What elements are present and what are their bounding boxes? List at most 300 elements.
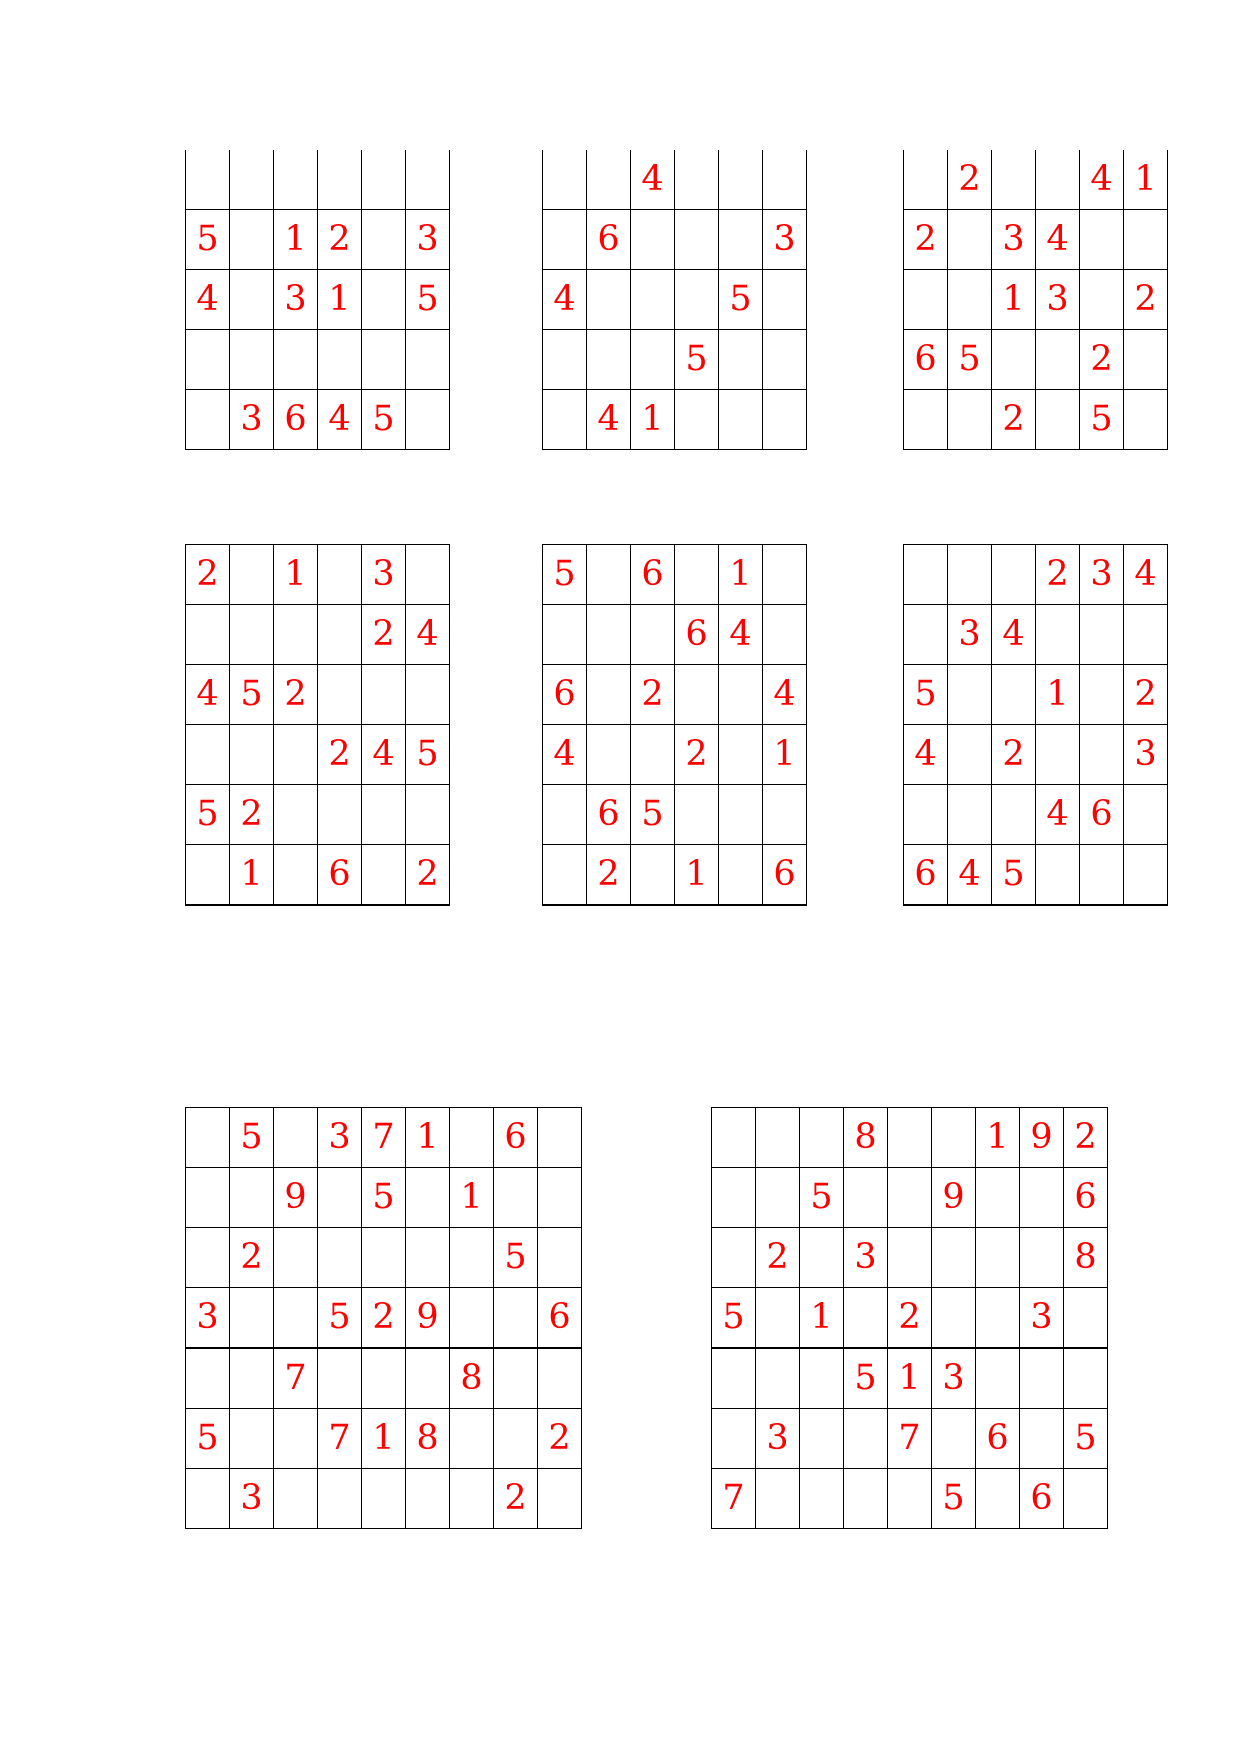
grid-cell[interactable] [844, 1469, 888, 1529]
grid-cell[interactable] [406, 330, 450, 390]
grid-cell[interactable]: 1 [719, 545, 763, 605]
grid-cell[interactable] [543, 785, 587, 845]
grid-cell[interactable] [318, 605, 362, 665]
grid-cell[interactable]: 7 [712, 1469, 756, 1529]
grid-cell[interactable] [186, 150, 230, 210]
grid-cell[interactable]: 2 [1036, 545, 1080, 605]
grid-cell[interactable]: 5 [318, 1288, 362, 1349]
grid-cell[interactable]: 5 [631, 785, 675, 845]
grid-cell[interactable] [904, 545, 948, 605]
grid-cell[interactable] [450, 1409, 494, 1469]
grid-cell[interactable]: 5 [230, 665, 274, 725]
grid-cell[interactable] [543, 605, 587, 665]
grid-cell[interactable]: 6 [1080, 785, 1124, 845]
grid-cell[interactable] [543, 330, 587, 390]
grid-cell[interactable] [274, 1228, 318, 1288]
grid-cell[interactable]: 5 [406, 725, 450, 785]
grid-cell[interactable]: 5 [362, 1168, 406, 1228]
grid-cell[interactable] [844, 1288, 888, 1349]
grid-cell[interactable] [1080, 210, 1124, 270]
grid-cell[interactable]: 4 [186, 665, 230, 725]
grid-cell[interactable] [450, 1469, 494, 1529]
grid-cell[interactable] [712, 1348, 756, 1409]
grid-cell[interactable] [1036, 330, 1080, 390]
grid-cell[interactable] [976, 1348, 1020, 1409]
grid-cell[interactable] [675, 785, 719, 845]
grid-cell[interactable]: 8 [1064, 1228, 1108, 1288]
grid-cell[interactable] [406, 150, 450, 210]
grid-cell[interactable]: 5 [992, 845, 1036, 906]
grid-cell[interactable] [675, 150, 719, 210]
grid-cell[interactable] [186, 605, 230, 665]
grid-cell[interactable] [719, 210, 763, 270]
grid-cell[interactable] [230, 150, 274, 210]
grid-cell[interactable] [186, 1348, 230, 1409]
grid-cell[interactable]: 6 [763, 845, 807, 906]
grid-cell[interactable]: 1 [976, 1108, 1020, 1168]
grid-cell[interactable]: 1 [362, 1409, 406, 1469]
grid-cell[interactable]: 3 [1124, 725, 1168, 785]
grid-cell[interactable]: 6 [274, 390, 318, 450]
grid-cell[interactable]: 4 [1036, 785, 1080, 845]
grid-cell[interactable] [1036, 605, 1080, 665]
grid-cell[interactable]: 2 [230, 785, 274, 845]
grid-cell[interactable] [992, 785, 1036, 845]
grid-cell[interactable]: 2 [904, 210, 948, 270]
grid-cell[interactable]: 3 [1020, 1288, 1064, 1349]
grid-cell[interactable] [318, 545, 362, 605]
grid-cell[interactable] [800, 1409, 844, 1469]
grid-cell[interactable]: 2 [230, 1228, 274, 1288]
grid-cell[interactable]: 6 [904, 845, 948, 906]
grid-cell[interactable] [1080, 845, 1124, 906]
grid-cell[interactable]: 5 [543, 545, 587, 605]
grid-cell[interactable] [992, 150, 1036, 210]
grid-cell[interactable]: 5 [1064, 1409, 1108, 1469]
grid-cell[interactable]: 2 [675, 725, 719, 785]
grid-cell[interactable] [362, 1228, 406, 1288]
grid-cell[interactable] [230, 330, 274, 390]
grid-cell[interactable]: 7 [274, 1348, 318, 1409]
grid-cell[interactable] [1080, 665, 1124, 725]
grid-cell[interactable]: 1 [888, 1348, 932, 1409]
grid-cell[interactable] [494, 1288, 538, 1349]
grid-cell[interactable]: 6 [904, 330, 948, 390]
grid-cell[interactable] [932, 1409, 976, 1469]
grid-cell[interactable] [186, 1168, 230, 1228]
grid-cell[interactable] [587, 270, 631, 330]
grid-cell[interactable]: 2 [318, 210, 362, 270]
grid-cell[interactable]: 4 [719, 605, 763, 665]
grid-cell[interactable]: 4 [763, 665, 807, 725]
grid-cell[interactable] [1020, 1348, 1064, 1409]
grid-cell[interactable]: 2 [362, 605, 406, 665]
grid-cell[interactable]: 4 [631, 150, 675, 210]
grid-cell[interactable]: 3 [763, 210, 807, 270]
grid-cell[interactable] [450, 1228, 494, 1288]
grid-cell[interactable] [1124, 785, 1168, 845]
grid-cell[interactable] [948, 785, 992, 845]
grid-cell[interactable]: 6 [543, 665, 587, 725]
grid-cell[interactable]: 4 [1080, 150, 1124, 210]
grid-cell[interactable] [318, 785, 362, 845]
grid-cell[interactable] [318, 1228, 362, 1288]
grid-cell[interactable] [230, 1409, 274, 1469]
grid-cell[interactable] [230, 210, 274, 270]
grid-cell[interactable]: 7 [318, 1409, 362, 1469]
grid-cell[interactable]: 6 [587, 210, 631, 270]
grid-cell[interactable] [1064, 1469, 1108, 1529]
grid-cell[interactable] [904, 150, 948, 210]
grid-cell[interactable] [230, 1168, 274, 1228]
grid-cell[interactable] [992, 665, 1036, 725]
grid-cell[interactable]: 4 [1124, 545, 1168, 605]
grid-cell[interactable]: 5 [186, 210, 230, 270]
grid-cell[interactable] [932, 1288, 976, 1349]
grid-cell[interactable] [230, 725, 274, 785]
grid-cell[interactable] [675, 270, 719, 330]
grid-cell[interactable] [719, 845, 763, 906]
grid-cell[interactable] [948, 545, 992, 605]
grid-cell[interactable] [904, 390, 948, 450]
grid-cell[interactable] [230, 270, 274, 330]
grid-cell[interactable] [406, 1228, 450, 1288]
grid-cell[interactable] [362, 210, 406, 270]
grid-cell[interactable]: 2 [992, 390, 1036, 450]
grid-cell[interactable]: 2 [538, 1409, 582, 1469]
grid-cell[interactable] [888, 1108, 932, 1168]
grid-cell[interactable] [543, 150, 587, 210]
grid-cell[interactable]: 4 [186, 270, 230, 330]
grid-cell[interactable] [800, 1108, 844, 1168]
grid-cell[interactable] [1036, 390, 1080, 450]
grid-cell[interactable] [274, 845, 318, 906]
grid-cell[interactable]: 3 [756, 1409, 800, 1469]
grid-cell[interactable] [1020, 1409, 1064, 1469]
grid-cell[interactable] [712, 1168, 756, 1228]
grid-cell[interactable] [756, 1348, 800, 1409]
grid-cell[interactable] [631, 330, 675, 390]
grid-cell[interactable] [318, 1168, 362, 1228]
grid-cell[interactable] [631, 605, 675, 665]
grid-cell[interactable]: 1 [800, 1288, 844, 1349]
grid-cell[interactable] [274, 1469, 318, 1529]
grid-cell[interactable] [230, 545, 274, 605]
grid-cell[interactable]: 6 [675, 605, 719, 665]
grid-cell[interactable] [631, 210, 675, 270]
grid-cell[interactable]: 5 [230, 1108, 274, 1168]
grid-cell[interactable] [494, 1348, 538, 1409]
grid-cell[interactable] [318, 1348, 362, 1409]
grid-cell[interactable] [1080, 270, 1124, 330]
grid-cell[interactable]: 1 [318, 270, 362, 330]
grid-cell[interactable] [631, 845, 675, 906]
grid-cell[interactable] [230, 1288, 274, 1349]
grid-cell[interactable] [1124, 390, 1168, 450]
grid-cell[interactable] [763, 390, 807, 450]
grid-cell[interactable] [888, 1228, 932, 1288]
grid-cell[interactable]: 5 [719, 270, 763, 330]
grid-cell[interactable] [186, 330, 230, 390]
grid-cell[interactable] [362, 845, 406, 906]
grid-cell[interactable] [274, 1409, 318, 1469]
grid-cell[interactable]: 5 [362, 390, 406, 450]
grid-cell[interactable] [948, 725, 992, 785]
grid-cell[interactable]: 8 [450, 1348, 494, 1409]
grid-cell[interactable]: 5 [712, 1288, 756, 1349]
grid-cell[interactable] [362, 330, 406, 390]
grid-cell[interactable] [675, 390, 719, 450]
grid-cell[interactable] [406, 1469, 450, 1529]
grid-cell[interactable]: 1 [675, 845, 719, 906]
grid-cell[interactable] [844, 1168, 888, 1228]
grid-cell[interactable]: 3 [932, 1348, 976, 1409]
grid-cell[interactable]: 8 [844, 1108, 888, 1168]
grid-cell[interactable] [763, 150, 807, 210]
grid-cell[interactable]: 6 [1020, 1469, 1064, 1529]
grid-cell[interactable]: 3 [844, 1228, 888, 1288]
grid-cell[interactable]: 2 [494, 1469, 538, 1529]
grid-cell[interactable] [763, 545, 807, 605]
grid-cell[interactable] [712, 1108, 756, 1168]
grid-cell[interactable]: 9 [1020, 1108, 1064, 1168]
grid-cell[interactable]: 3 [362, 545, 406, 605]
grid-cell[interactable]: 4 [587, 390, 631, 450]
grid-cell[interactable] [719, 390, 763, 450]
grid-cell[interactable] [1124, 330, 1168, 390]
grid-cell[interactable] [362, 1348, 406, 1409]
grid-cell[interactable] [406, 1348, 450, 1409]
grid-cell[interactable]: 2 [1124, 665, 1168, 725]
grid-cell[interactable] [1124, 605, 1168, 665]
grid-cell[interactable] [406, 1168, 450, 1228]
grid-cell[interactable] [800, 1469, 844, 1529]
grid-cell[interactable]: 3 [406, 210, 450, 270]
grid-cell[interactable]: 1 [1124, 150, 1168, 210]
grid-cell[interactable]: 2 [948, 150, 992, 210]
grid-cell[interactable] [719, 665, 763, 725]
grid-cell[interactable]: 2 [756, 1228, 800, 1288]
grid-cell[interactable]: 2 [631, 665, 675, 725]
grid-cell[interactable] [1124, 845, 1168, 906]
grid-cell[interactable]: 2 [1124, 270, 1168, 330]
grid-cell[interactable] [587, 330, 631, 390]
grid-cell[interactable] [763, 270, 807, 330]
grid-cell[interactable]: 1 [763, 725, 807, 785]
grid-cell[interactable] [538, 1469, 582, 1529]
grid-cell[interactable] [712, 1228, 756, 1288]
grid-cell[interactable]: 2 [274, 665, 318, 725]
grid-cell[interactable] [274, 1288, 318, 1349]
grid-cell[interactable] [186, 1469, 230, 1529]
grid-cell[interactable] [756, 1168, 800, 1228]
grid-cell[interactable] [543, 845, 587, 906]
grid-cell[interactable] [318, 330, 362, 390]
grid-cell[interactable] [274, 605, 318, 665]
grid-cell[interactable] [362, 785, 406, 845]
grid-cell[interactable] [948, 390, 992, 450]
grid-cell[interactable]: 3 [1080, 545, 1124, 605]
grid-cell[interactable] [719, 330, 763, 390]
grid-cell[interactable] [1080, 725, 1124, 785]
grid-cell[interactable] [274, 150, 318, 210]
grid-cell[interactable]: 5 [904, 665, 948, 725]
grid-cell[interactable]: 1 [1036, 665, 1080, 725]
grid-cell[interactable] [1080, 605, 1124, 665]
grid-cell[interactable] [362, 1469, 406, 1529]
grid-cell[interactable] [1036, 150, 1080, 210]
grid-cell[interactable]: 6 [318, 845, 362, 906]
grid-cell[interactable] [538, 1348, 582, 1409]
grid-cell[interactable]: 3 [230, 1469, 274, 1529]
grid-cell[interactable] [763, 330, 807, 390]
grid-cell[interactable] [318, 665, 362, 725]
grid-cell[interactable] [587, 665, 631, 725]
grid-cell[interactable] [230, 605, 274, 665]
grid-cell[interactable] [406, 785, 450, 845]
grid-cell[interactable]: 6 [1064, 1168, 1108, 1228]
grid-cell[interactable] [800, 1228, 844, 1288]
grid-cell[interactable] [932, 1108, 976, 1168]
grid-cell[interactable] [494, 1168, 538, 1228]
grid-cell[interactable] [186, 1108, 230, 1168]
grid-cell[interactable] [538, 1168, 582, 1228]
grid-cell[interactable]: 2 [318, 725, 362, 785]
grid-cell[interactable] [756, 1288, 800, 1349]
grid-cell[interactable]: 4 [992, 605, 1036, 665]
grid-cell[interactable] [450, 1288, 494, 1349]
grid-cell[interactable]: 1 [450, 1168, 494, 1228]
grid-cell[interactable] [186, 390, 230, 450]
grid-cell[interactable] [494, 1409, 538, 1469]
grid-cell[interactable] [1064, 1348, 1108, 1409]
grid-cell[interactable]: 1 [406, 1108, 450, 1168]
grid-cell[interactable]: 5 [186, 1409, 230, 1469]
grid-cell[interactable] [631, 270, 675, 330]
grid-cell[interactable] [450, 1108, 494, 1168]
grid-cell[interactable] [904, 605, 948, 665]
grid-cell[interactable]: 5 [494, 1228, 538, 1288]
grid-cell[interactable] [587, 605, 631, 665]
grid-cell[interactable]: 3 [230, 390, 274, 450]
grid-cell[interactable] [719, 150, 763, 210]
grid-cell[interactable]: 1 [274, 210, 318, 270]
grid-cell[interactable]: 2 [992, 725, 1036, 785]
grid-cell[interactable] [1036, 845, 1080, 906]
grid-cell[interactable] [844, 1409, 888, 1469]
grid-cell[interactable] [1064, 1288, 1108, 1349]
grid-cell[interactable] [406, 545, 450, 605]
grid-cell[interactable]: 9 [932, 1168, 976, 1228]
grid-cell[interactable]: 7 [888, 1409, 932, 1469]
grid-cell[interactable] [318, 1469, 362, 1529]
grid-cell[interactable] [888, 1469, 932, 1529]
grid-cell[interactable] [587, 150, 631, 210]
grid-cell[interactable]: 6 [494, 1108, 538, 1168]
grid-cell[interactable]: 5 [844, 1348, 888, 1409]
grid-cell[interactable]: 5 [186, 785, 230, 845]
grid-cell[interactable] [318, 150, 362, 210]
grid-cell[interactable] [712, 1409, 756, 1469]
grid-cell[interactable] [230, 1348, 274, 1409]
grid-cell[interactable]: 4 [543, 270, 587, 330]
grid-cell[interactable]: 4 [406, 605, 450, 665]
grid-cell[interactable] [976, 1469, 1020, 1529]
grid-cell[interactable] [587, 545, 631, 605]
grid-cell[interactable] [976, 1228, 1020, 1288]
grid-cell[interactable] [719, 725, 763, 785]
grid-cell[interactable]: 2 [186, 545, 230, 605]
grid-cell[interactable] [1036, 725, 1080, 785]
grid-cell[interactable] [274, 785, 318, 845]
grid-cell[interactable]: 6 [587, 785, 631, 845]
grid-cell[interactable] [186, 845, 230, 906]
grid-cell[interactable]: 3 [274, 270, 318, 330]
grid-cell[interactable] [1124, 210, 1168, 270]
grid-cell[interactable] [406, 665, 450, 725]
grid-cell[interactable] [186, 1228, 230, 1288]
grid-cell[interactable]: 4 [318, 390, 362, 450]
grid-cell[interactable] [948, 665, 992, 725]
grid-cell[interactable] [719, 785, 763, 845]
grid-cell[interactable] [1020, 1168, 1064, 1228]
grid-cell[interactable] [763, 785, 807, 845]
grid-cell[interactable]: 1 [992, 270, 1036, 330]
grid-cell[interactable] [904, 270, 948, 330]
grid-cell[interactable]: 4 [543, 725, 587, 785]
grid-cell[interactable]: 4 [948, 845, 992, 906]
grid-cell[interactable] [1020, 1228, 1064, 1288]
grid-cell[interactable]: 4 [362, 725, 406, 785]
grid-cell[interactable] [631, 725, 675, 785]
grid-cell[interactable] [274, 725, 318, 785]
grid-cell[interactable]: 3 [948, 605, 992, 665]
grid-cell[interactable] [543, 210, 587, 270]
grid-cell[interactable] [362, 270, 406, 330]
grid-cell[interactable] [992, 330, 1036, 390]
grid-cell[interactable] [756, 1469, 800, 1529]
grid-cell[interactable]: 5 [948, 330, 992, 390]
grid-cell[interactable]: 2 [1080, 330, 1124, 390]
grid-cell[interactable]: 5 [675, 330, 719, 390]
grid-cell[interactable]: 1 [631, 390, 675, 450]
grid-cell[interactable] [587, 725, 631, 785]
grid-cell[interactable]: 5 [932, 1469, 976, 1529]
grid-cell[interactable]: 7 [362, 1108, 406, 1168]
grid-cell[interactable]: 8 [406, 1409, 450, 1469]
grid-cell[interactable] [976, 1288, 1020, 1349]
grid-cell[interactable] [186, 725, 230, 785]
grid-cell[interactable]: 2 [362, 1288, 406, 1349]
grid-cell[interactable]: 4 [904, 725, 948, 785]
grid-cell[interactable] [932, 1228, 976, 1288]
grid-cell[interactable]: 3 [186, 1288, 230, 1349]
grid-cell[interactable]: 5 [406, 270, 450, 330]
grid-cell[interactable]: 2 [587, 845, 631, 906]
grid-cell[interactable]: 4 [1036, 210, 1080, 270]
grid-cell[interactable] [763, 605, 807, 665]
grid-cell[interactable]: 6 [538, 1288, 582, 1349]
grid-cell[interactable]: 5 [800, 1168, 844, 1228]
grid-cell[interactable]: 9 [274, 1168, 318, 1228]
grid-cell[interactable]: 3 [1036, 270, 1080, 330]
grid-cell[interactable]: 9 [406, 1288, 450, 1349]
grid-cell[interactable]: 5 [1080, 390, 1124, 450]
grid-cell[interactable]: 1 [230, 845, 274, 906]
grid-cell[interactable] [948, 210, 992, 270]
grid-cell[interactable] [976, 1168, 1020, 1228]
grid-cell[interactable] [362, 665, 406, 725]
